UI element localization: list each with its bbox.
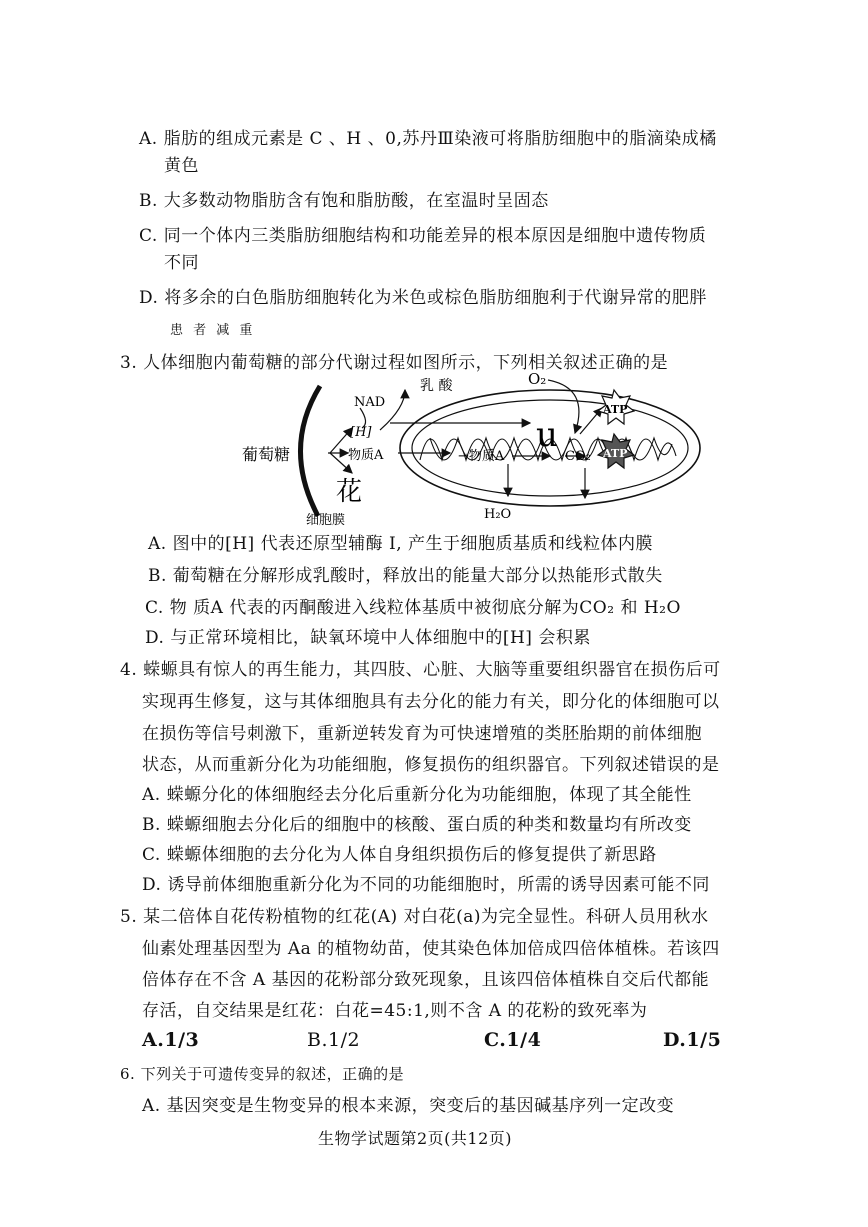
- q3-option-d: D. 与正常环境相比，缺氧环境中人体细胞中的[H] 会积累: [145, 628, 591, 648]
- substance-a-inner-label: →物质A: [458, 449, 505, 464]
- q2-option-d-line2: 患 者 减 重: [170, 323, 256, 338]
- q5-option-a: A.1/3: [142, 1029, 200, 1051]
- q3-stem: 3. 人体细胞内葡萄糖的部分代谢过程如图所示，下列相关叙述正确的是: [120, 353, 669, 373]
- glucose-label: 葡萄糖: [242, 445, 291, 464]
- q2-option-c-line2: 不同: [164, 253, 199, 273]
- q4-option-c: C. 蝾螈体细胞的去分化为人体自身组织损伤后的修复提供了新思路: [142, 845, 657, 865]
- q5-option-d: D.1/5: [663, 1029, 722, 1051]
- q3-option-b: B. 葡萄糖在分解形成乳酸时，释放出的能量大部分以热能形式散失: [148, 566, 663, 586]
- atp1-label: ATP: [603, 403, 628, 416]
- q6-option-a: A. 基因突变是生物变异的根本来源，突变后的基因碱基序列一定改变: [142, 1096, 675, 1116]
- q2-option-b: B. 大多数动物脂肪含有饱和脂肪酸，在室温时呈固态: [139, 191, 549, 211]
- q5-stem-line2: 仙素处理基因型为 Aa 的植物幼苗，使其染色体加倍成四倍体植株。若该四: [142, 939, 720, 959]
- o2-label: O₂: [528, 370, 547, 388]
- q4-stem-line2: 实现再生修复，这与其体细胞具有去分化的能力有关，即分化的体细胞可以: [142, 692, 720, 712]
- q6-stem: 6. 下列关于可遗传变异的叙述，正确的是: [120, 1065, 405, 1083]
- q5-stem-line4: 存活，自交结果是红花：白花=45:1,则不含 A 的花粉的致死率为: [142, 1001, 648, 1021]
- q3-metabolism-diagram: [230, 368, 730, 533]
- u-glyph: u: [536, 415, 558, 455]
- q5-stem-line1: 5. 某二倍体自花传粉植物的红花(A) 对白花(a)为完全显性。科研人员用秋水: [120, 907, 709, 927]
- h2o-label: H₂O: [484, 507, 512, 522]
- q2-option-d-line1: D. 将多余的白色脂肪细胞转化为米色或棕色脂肪细胞利于代谢异常的肥胖: [139, 288, 707, 308]
- q2-option-c-line1: C. 同一个体内三类脂肪细胞结构和功能差异的根本原因是细胞中遗传物质: [139, 226, 707, 246]
- flower-glyph: 花: [336, 477, 363, 507]
- q2-option-a-line1: A. 脂肪的组成元素是 C 、H 、0,苏丹Ⅲ染液可将脂肪细胞中的脂滴染成橘: [139, 129, 717, 149]
- h-label: [H]: [350, 425, 372, 440]
- cell-membrane-arc: [300, 386, 320, 516]
- co2-label: CO₂: [565, 449, 591, 464]
- q4-stem-line4: 状态，从而重新分化为功能细胞，修复损伤的组织器官。下列叙述错误的是: [142, 755, 720, 775]
- q5-stem-line3: 倍体存在不含 A 基因的花粉部分致死现象，且该四倍体植株自交后代都能: [142, 970, 710, 990]
- q4-stem-line1: 4. 蝾螈具有惊人的再生能力，其四肢、心脏、大脑等重要组织器官在损伤后可: [120, 660, 721, 680]
- cell-membrane-label: 细胞膜: [306, 513, 346, 528]
- page-footer: 生物学试题第2页(共12页): [318, 1129, 513, 1148]
- nad-label: NAD: [354, 395, 386, 410]
- q4-option-b: B. 蝾螈细胞去分化后的细胞中的核酸、蛋白质的种类和数量均有所改变: [142, 815, 692, 835]
- q4-option-d: D. 诱导前体细胞重新分化为不同的功能细胞时，所需的诱导因素可能不同: [142, 875, 710, 895]
- q5-option-c: C.1/4: [484, 1029, 542, 1051]
- q5-option-b: B.1/2: [307, 1029, 361, 1051]
- atp2-label: ATP: [603, 447, 628, 460]
- q3-option-c: C. 物 质A 代表的丙酮酸进入线粒体基质中被彻底分解为CO₂ 和 H₂O: [145, 598, 681, 618]
- q3-option-a: A. 图中的[H] 代表还原型辅酶 I, 产生于细胞质基质和线粒体内膜: [148, 534, 654, 554]
- q2-option-a-line2: 黄色: [164, 156, 199, 176]
- q4-stem-line3: 在损伤等信号刺激下，重新逆转发育为可快速增殖的类胚胎期的前体细胞: [142, 724, 702, 744]
- q4-option-a: A. 蝾螈分化的体细胞经去分化后重新分化为功能细胞，体现了其全能性: [142, 785, 692, 805]
- lactic-acid-label: 乳 酸: [420, 378, 453, 394]
- substance-a-outer-label: 物质A: [348, 448, 384, 463]
